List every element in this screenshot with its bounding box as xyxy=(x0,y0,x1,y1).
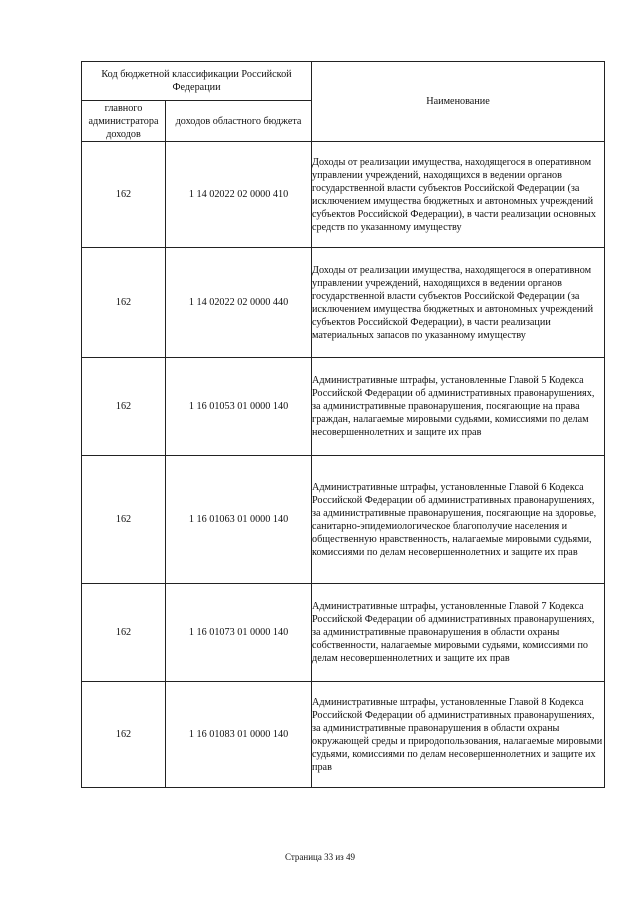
income-code-cell: 1 14 02022 02 0000 440 xyxy=(166,248,312,358)
header-group-label: Код бюджетной классификации Российской Федерации xyxy=(82,62,312,101)
admin-code-cell: 162 xyxy=(82,682,166,788)
table-body xyxy=(82,62,605,788)
name-cell: Доходы от реализации имущества, находящегося в оперативном управлении учреждений, находящихся в ведении органов государственной власти субъектов Российской Федерации (за исключением имущества бюджетных и автономных учреждений субъектов Российской Федерации), в части реализации материальных запасов по указанному имуществу xyxy=(312,248,605,358)
income-code-cell: 1 16 01053 01 0000 140 xyxy=(166,358,312,456)
table-row xyxy=(82,584,605,682)
page-number: Страница 33 из 49 xyxy=(285,852,355,862)
table-row xyxy=(82,358,605,456)
name-cell: Административные штрафы, установленные Главой 8 Кодекса Российской Федерации об административных правонарушениях, за административные правонарушения в области охраны окружающей среды и природопользования, налагаемые мировыми судьями, комиссиями по делам несовершеннолетних и защите их прав xyxy=(312,682,605,788)
admin-code-cell: 162 xyxy=(82,584,166,682)
header-row-top xyxy=(82,62,605,101)
income-code-cell: 1 16 01083 01 0000 140 xyxy=(166,682,312,788)
table-row xyxy=(82,456,605,584)
admin-code-cell: 162 xyxy=(82,358,166,456)
income-code-cell: 1 16 01073 01 0000 140 xyxy=(166,584,312,682)
header-name: Наименование xyxy=(312,62,605,142)
name-cell: Административные штрафы, установленные Главой 7 Кодекса Российской Федерации об административных правонарушениях, за административные правонарушения в области охраны собственности, налагаемые мировыми судьями, комиссиями по делам несовершеннолетних и защите их прав xyxy=(312,584,605,682)
table-row xyxy=(82,248,605,358)
income-code-cell: 1 16 01063 01 0000 140 xyxy=(166,456,312,584)
table-row xyxy=(82,142,605,248)
income-code-cell: 1 14 02022 02 0000 410 xyxy=(166,142,312,248)
table-row xyxy=(82,682,605,788)
admin-code-cell: 162 xyxy=(82,248,166,358)
header-admin: главного администратора доходов xyxy=(82,101,166,142)
budget-classification-table xyxy=(81,61,605,788)
name-cell: Доходы от реализации имущества, находящегося в оперативном управлении учреждений, находящихся в ведении органов государственной власти субъектов Российской Федерации (за исключением имущества бюджетных и автономных учреждений субъектов Российской Федерации), в части реализации основных средств по указанному имуществу xyxy=(312,142,605,248)
admin-code-cell: 162 xyxy=(82,456,166,584)
name-cell: Административные штрафы, установленные Главой 5 Кодекса Российской Федерации об административных правонарушениях, за административные правонарушения, посягающие на права граждан, налагаемые мировыми судьями, комиссиями по делам несовершеннолетних и защите их прав xyxy=(312,358,605,456)
header-income: доходов областного бюджета xyxy=(166,101,312,142)
name-cell: Административные штрафы, установленные Главой 6 Кодекса Российской Федерации об административных правонарушениях, за административные правонарушения, посягающие на здоровье, санитарно-эпидемиологическое благополучие населения и общественную нравственность, налагаемые мировыми судьями, комиссиями по делам несовершеннолетних и защите их прав xyxy=(312,456,605,584)
admin-code-cell: 162 xyxy=(82,142,166,248)
